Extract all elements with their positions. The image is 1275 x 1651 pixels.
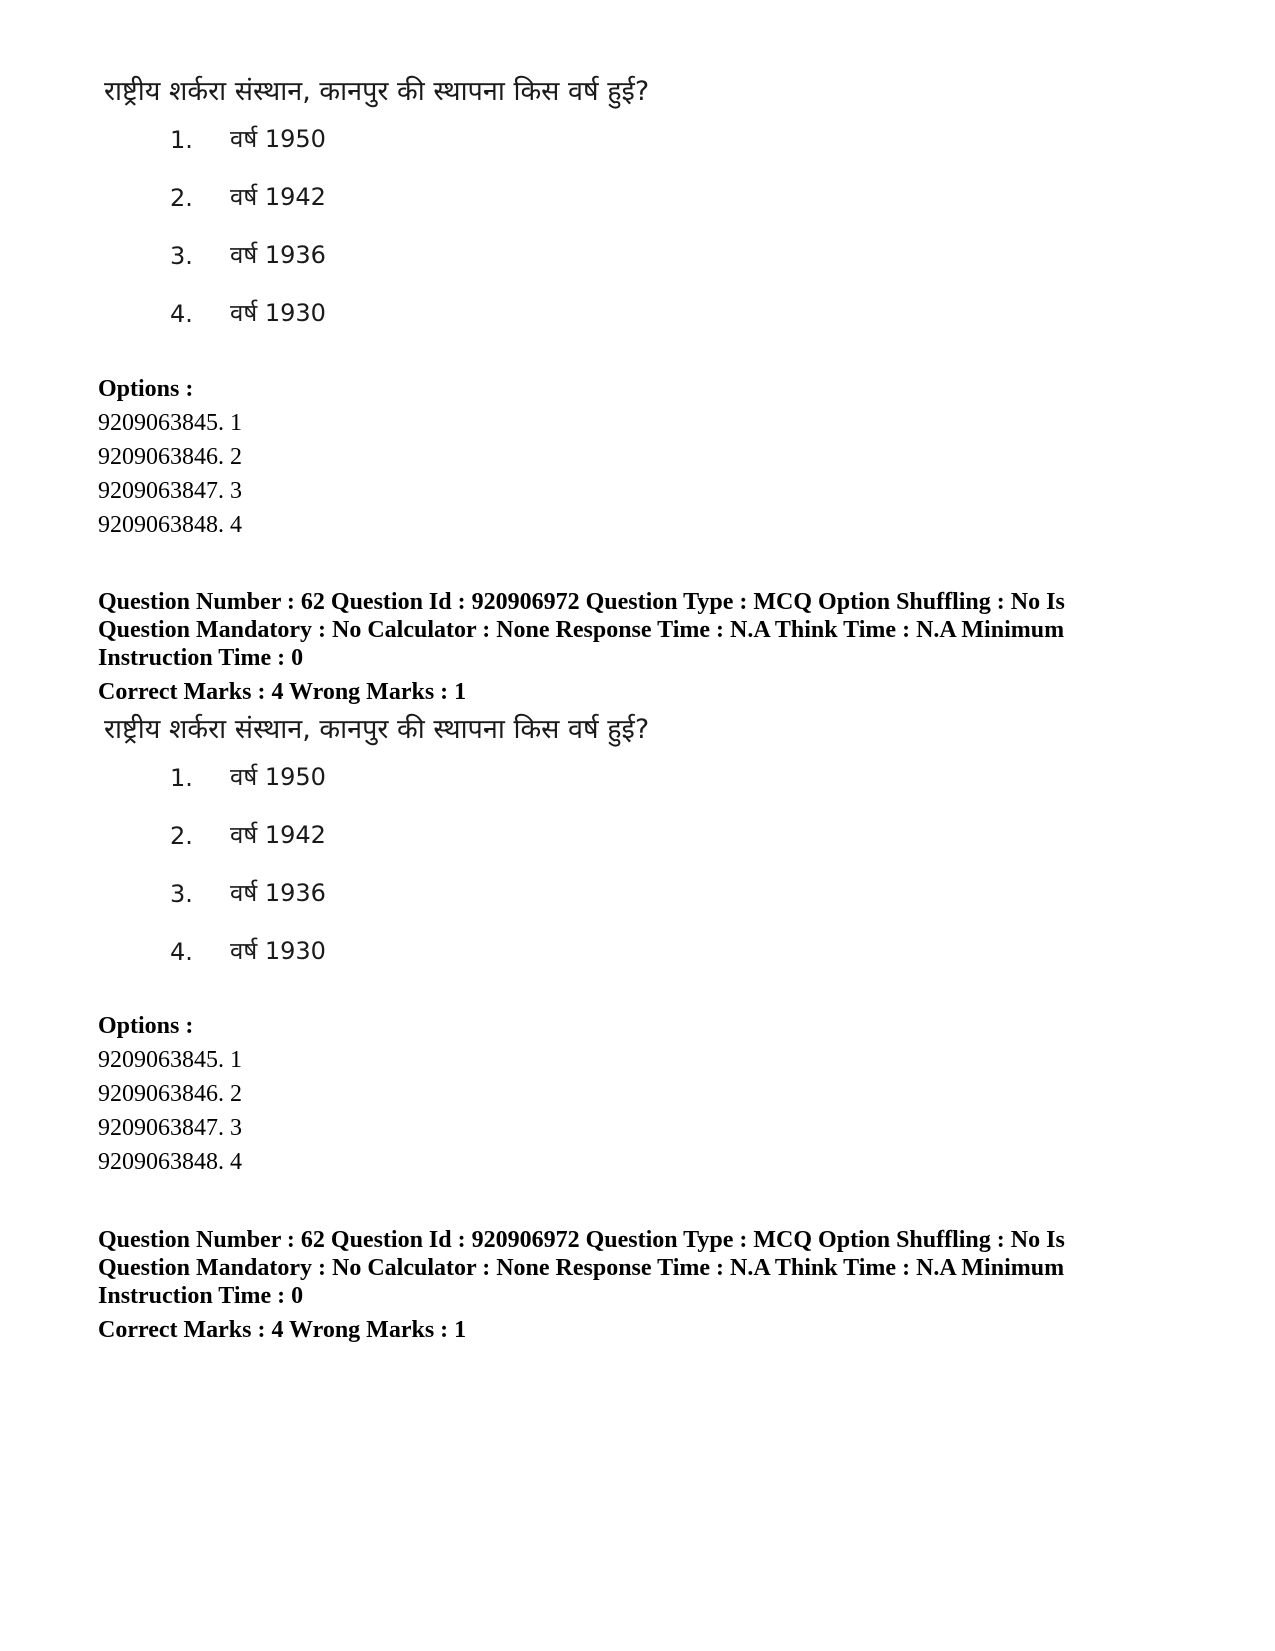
meta-line: Instruction Time : 0 [98, 1283, 304, 1309]
meta-line: Question Number : 62 Question Id : 920906972 Question Type : MCQ Option Shuffling : No Is [98, 1227, 1065, 1253]
choice-number: 3. [170, 880, 193, 908]
question-meta [98, 1226, 1118, 1344]
choice-text: वर्ष 1942 [230, 821, 326, 849]
choice-text: वर्ष 1950 [230, 125, 326, 153]
options-list [98, 1009, 242, 1179]
choice-number: 4. [170, 938, 193, 966]
question-choice [104, 170, 664, 228]
choice-text: वर्ष 1936 [230, 241, 326, 269]
option-item: 9209063848. 4 [98, 1149, 242, 1175]
options-label: Options : [98, 1013, 194, 1039]
choice-number: 1. [170, 764, 193, 792]
question-text: राष्ट्रीय शर्करा संस्थान, कानपुर की स्थापना किस वर्ष हुई? [104, 76, 650, 107]
choice-number: 2. [170, 184, 193, 212]
question-choice [104, 924, 664, 982]
option-item: 9209063848. 4 [98, 512, 242, 538]
option-item: 9209063845. 1 [98, 1047, 242, 1073]
option-item: 9209063846. 2 [98, 1081, 242, 1107]
choice-number: 1. [170, 126, 193, 154]
question-image [104, 710, 664, 982]
question-choice [104, 750, 664, 808]
choice-text: वर्ष 1950 [230, 763, 326, 791]
choice-number: 4. [170, 300, 193, 328]
question-choice [104, 866, 664, 924]
question-meta [98, 588, 1118, 706]
meta-line: Question Mandatory : No Calculator : None Response Time : N.A Think Time : N.A Minimum [98, 1255, 1065, 1281]
option-item: 9209063847. 3 [98, 478, 242, 504]
option-item: 9209063847. 3 [98, 1115, 242, 1141]
choice-text: वर्ष 1942 [230, 183, 326, 211]
choice-text: वर्ष 1930 [230, 299, 326, 327]
choice-number: 3. [170, 242, 193, 270]
question-choice [104, 112, 664, 170]
question-text: राष्ट्रीय शर्करा संस्थान, कानपुर की स्थापना किस वर्ष हुई? [104, 714, 650, 745]
question-image [104, 72, 664, 344]
option-item: 9209063846. 2 [98, 444, 242, 470]
choice-number: 2. [170, 822, 193, 850]
meta-line: Instruction Time : 0 [98, 645, 304, 671]
choice-text: वर्ष 1936 [230, 879, 326, 907]
question-choice [104, 808, 664, 866]
options-label: Options : [98, 376, 194, 402]
options-list [98, 372, 242, 542]
question-choice [104, 228, 664, 286]
marks-line: Correct Marks : 4 Wrong Marks : 1 [98, 679, 467, 705]
option-item: 9209063845. 1 [98, 410, 242, 436]
question-choice [104, 286, 664, 344]
choice-text: वर्ष 1930 [230, 937, 326, 965]
meta-line: Question Mandatory : No Calculator : None Response Time : N.A Think Time : N.A Minimum [98, 617, 1065, 643]
meta-line: Question Number : 62 Question Id : 920906972 Question Type : MCQ Option Shuffling : No Is [98, 589, 1065, 615]
marks-line: Correct Marks : 4 Wrong Marks : 1 [98, 1317, 467, 1343]
